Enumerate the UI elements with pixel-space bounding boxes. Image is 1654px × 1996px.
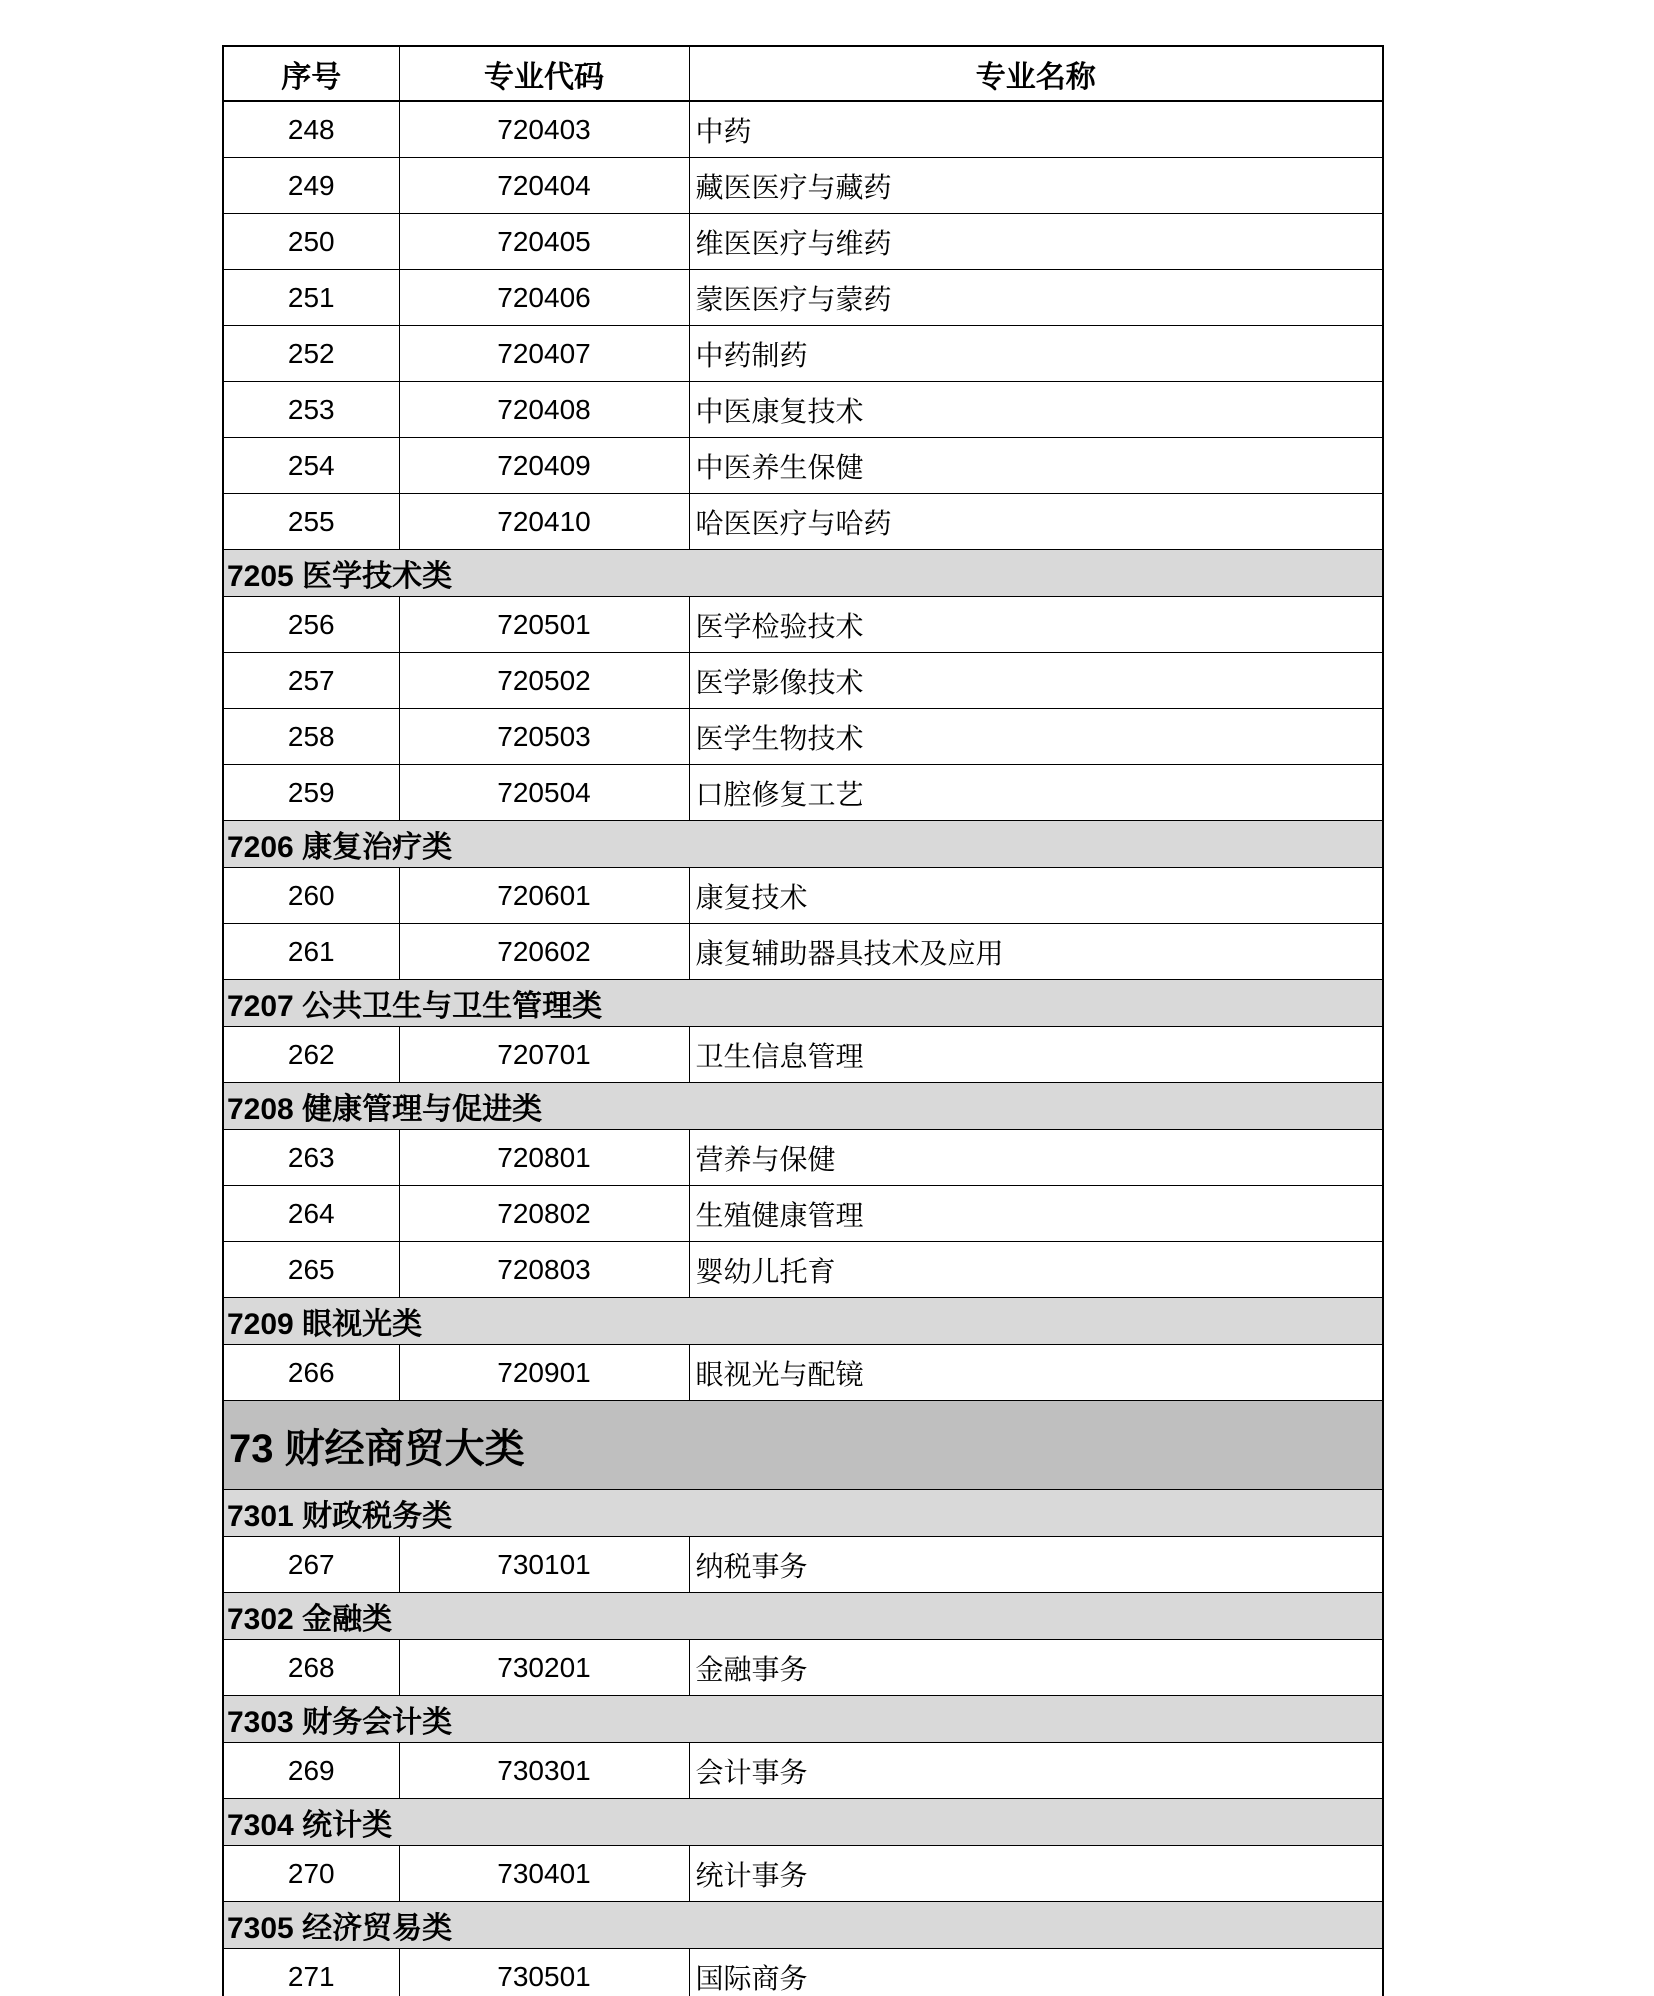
row-serial: 270 [223, 1846, 399, 1902]
section-row [223, 1490, 1383, 1537]
section-row [223, 550, 1383, 597]
section-label: 7207 公共卫生与卫生管理类 [223, 980, 1383, 1027]
row-name: 中医养生保健 [689, 438, 1383, 494]
table-row [223, 765, 1383, 821]
row-serial: 261 [223, 924, 399, 980]
table-row [223, 1949, 1383, 1996]
row-name: 哈医医疗与哈药 [689, 494, 1383, 550]
row-serial: 255 [223, 494, 399, 550]
row-serial: 262 [223, 1027, 399, 1083]
table-row [223, 709, 1383, 765]
table-row [223, 101, 1383, 158]
row-serial: 269 [223, 1743, 399, 1799]
row-serial: 268 [223, 1640, 399, 1696]
row-serial: 263 [223, 1130, 399, 1186]
row-name: 口腔修复工艺 [689, 765, 1383, 821]
row-name: 中药 [689, 101, 1383, 158]
table-row [223, 270, 1383, 326]
row-name: 医学检验技术 [689, 597, 1383, 653]
col-header-code: 专业代码 [399, 46, 689, 101]
row-name: 医学生物技术 [689, 709, 1383, 765]
row-name: 金融事务 [689, 1640, 1383, 1696]
row-code: 720405 [399, 214, 689, 270]
section-row [223, 821, 1383, 868]
table-row [223, 214, 1383, 270]
section-label: 7208 健康管理与促进类 [223, 1083, 1383, 1130]
row-name: 生殖健康管理 [689, 1186, 1383, 1242]
row-name: 婴幼儿托育 [689, 1242, 1383, 1298]
row-code: 720803 [399, 1242, 689, 1298]
row-name: 康复技术 [689, 868, 1383, 924]
row-name: 眼视光与配镜 [689, 1345, 1383, 1401]
row-serial: 259 [223, 765, 399, 821]
row-name: 卫生信息管理 [689, 1027, 1383, 1083]
table-row [223, 1640, 1383, 1696]
table-header-row [223, 46, 1383, 101]
row-code: 720501 [399, 597, 689, 653]
table-row [223, 382, 1383, 438]
row-code: 720802 [399, 1186, 689, 1242]
row-name: 国际商务 [689, 1949, 1383, 1996]
section-row [223, 1902, 1383, 1949]
row-name: 营养与保健 [689, 1130, 1383, 1186]
table-row [223, 1242, 1383, 1298]
row-name: 中医康复技术 [689, 382, 1383, 438]
row-code: 720406 [399, 270, 689, 326]
row-serial: 265 [223, 1242, 399, 1298]
row-code: 720502 [399, 653, 689, 709]
table-row [223, 1186, 1383, 1242]
row-code: 720503 [399, 709, 689, 765]
section-row [223, 1696, 1383, 1743]
row-serial: 260 [223, 868, 399, 924]
section-label: 7304 统计类 [223, 1799, 1383, 1846]
row-serial: 253 [223, 382, 399, 438]
major-section-label: 73 财经商贸大类 [223, 1401, 1383, 1490]
row-serial: 264 [223, 1186, 399, 1242]
row-code: 730401 [399, 1846, 689, 1902]
row-code: 720701 [399, 1027, 689, 1083]
section-label: 7303 财务会计类 [223, 1696, 1383, 1743]
row-name: 维医医疗与维药 [689, 214, 1383, 270]
col-header-name: 专业名称 [689, 46, 1383, 101]
row-serial: 256 [223, 597, 399, 653]
row-code: 730301 [399, 1743, 689, 1799]
row-name: 纳税事务 [689, 1537, 1383, 1593]
row-name: 统计事务 [689, 1846, 1383, 1902]
table-row [223, 1027, 1383, 1083]
table-row [223, 597, 1383, 653]
row-name: 康复辅助器具技术及应用 [689, 924, 1383, 980]
row-name: 医学影像技术 [689, 653, 1383, 709]
section-label: 7209 眼视光类 [223, 1298, 1383, 1345]
section-label: 7301 财政税务类 [223, 1490, 1383, 1537]
row-code: 730101 [399, 1537, 689, 1593]
row-code: 730501 [399, 1949, 689, 1996]
section-row [223, 1799, 1383, 1846]
row-serial: 250 [223, 214, 399, 270]
row-serial: 251 [223, 270, 399, 326]
row-serial: 252 [223, 326, 399, 382]
row-code: 720409 [399, 438, 689, 494]
major-section-row [223, 1401, 1383, 1490]
row-serial: 249 [223, 158, 399, 214]
row-code: 720407 [399, 326, 689, 382]
row-code: 720403 [399, 101, 689, 158]
row-code: 730201 [399, 1640, 689, 1696]
row-serial: 258 [223, 709, 399, 765]
section-label: 7206 康复治疗类 [223, 821, 1383, 868]
section-label: 7205 医学技术类 [223, 550, 1383, 597]
row-code: 720504 [399, 765, 689, 821]
table-row [223, 1130, 1383, 1186]
row-serial: 248 [223, 101, 399, 158]
table-row [223, 924, 1383, 980]
section-row [223, 1593, 1383, 1640]
table-row [223, 158, 1383, 214]
section-row [223, 980, 1383, 1027]
row-serial: 254 [223, 438, 399, 494]
row-name: 中药制药 [689, 326, 1383, 382]
row-code: 720901 [399, 1345, 689, 1401]
table-row [223, 1537, 1383, 1593]
col-header-serial: 序号 [223, 46, 399, 101]
row-name: 会计事务 [689, 1743, 1383, 1799]
table-row [223, 653, 1383, 709]
section-label: 7305 经济贸易类 [223, 1902, 1383, 1949]
table-row [223, 868, 1383, 924]
row-name: 蒙医医疗与蒙药 [689, 270, 1383, 326]
row-code: 720801 [399, 1130, 689, 1186]
row-name: 藏医医疗与藏药 [689, 158, 1383, 214]
row-serial: 271 [223, 1949, 399, 1996]
row-code: 720602 [399, 924, 689, 980]
row-serial: 257 [223, 653, 399, 709]
section-row [223, 1298, 1383, 1345]
table-row [223, 1743, 1383, 1799]
section-label: 7302 金融类 [223, 1593, 1383, 1640]
row-code: 720410 [399, 494, 689, 550]
majors-table [222, 45, 1384, 1996]
table-row [223, 494, 1383, 550]
table-row [223, 438, 1383, 494]
table-row [223, 1846, 1383, 1902]
row-serial: 267 [223, 1537, 399, 1593]
table-row [223, 326, 1383, 382]
row-code: 720408 [399, 382, 689, 438]
row-code: 720404 [399, 158, 689, 214]
row-code: 720601 [399, 868, 689, 924]
row-serial: 266 [223, 1345, 399, 1401]
table-row [223, 1345, 1383, 1401]
section-row [223, 1083, 1383, 1130]
